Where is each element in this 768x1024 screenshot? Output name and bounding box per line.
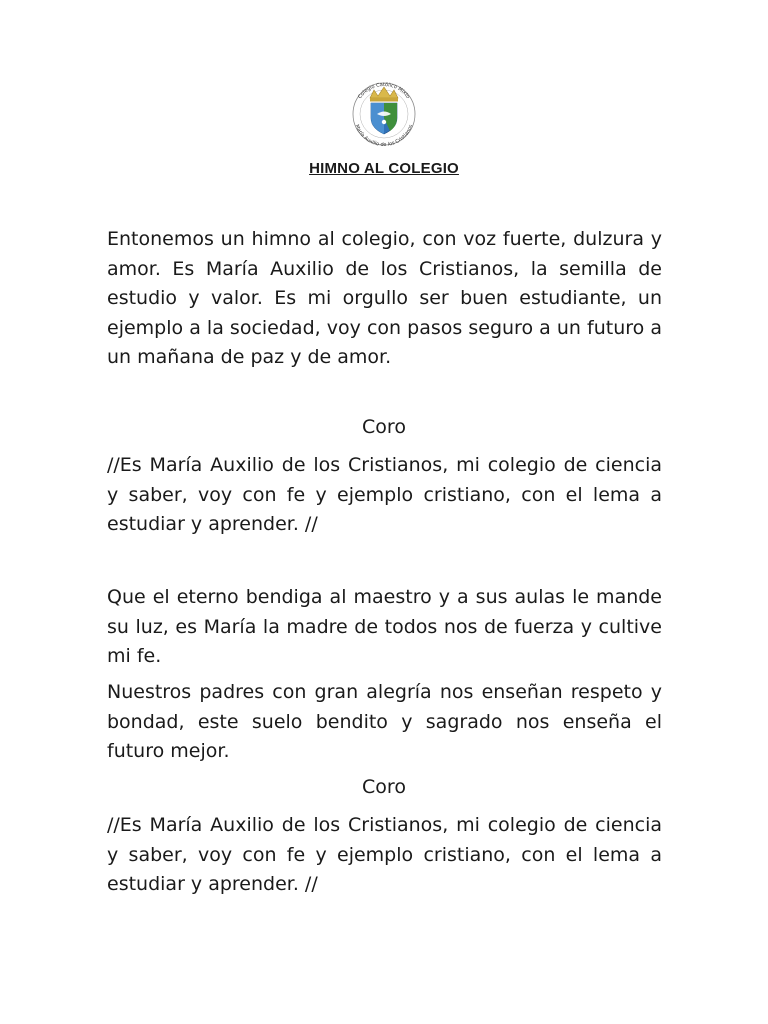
coro-text-1: //Es María Auxilio de los Cristianos, mi colegio de ciencia y saber, voy con fe y ejemplo cristiano, con el lema a estudiar y aprender. // [107,454,662,535]
coro-heading-1: Coro [362,416,406,438]
school-crest-logo [346,76,422,146]
verse-paragraph-3: Nuestros padres con gran alegría nos enseñan respeto y bondad, este suelo bendito y sagrado nos enseña el futuro mejor. [107,681,662,762]
verse-paragraph-1: Entonemos un himno al colegio, con voz fuerte, dulzura y amor. Es María Auxilio de los Cristianos, la semilla de estudio y valor. Es mi orgullo ser buen estudiante, un ejemplo a la sociedad, voy con pasos seguro a un futuro a un mañana de paz y de amor. [107,228,662,368]
coro-heading-2: Coro [362,776,406,798]
shield-icon [371,103,397,134]
crest-arc-text-bottom: María Auxilio de los Cristianos [353,123,415,146]
crest-arc-text-top: Colegio Católico Mixto [357,81,411,100]
verse-paragraph-2: Que el eterno bendiga al maestro y a sus aulas le mande su luz, es María la madre de todos nos de fuerza y cultive mi fe. [107,586,662,667]
document-title: HIMNO AL COLEGIO [309,160,459,177]
coro-text-2: //Es María Auxilio de los Cristianos, mi colegio de ciencia y saber, voy con fe y ejemplo cristiano, con el lema a estudiar y aprender. // [107,814,662,895]
